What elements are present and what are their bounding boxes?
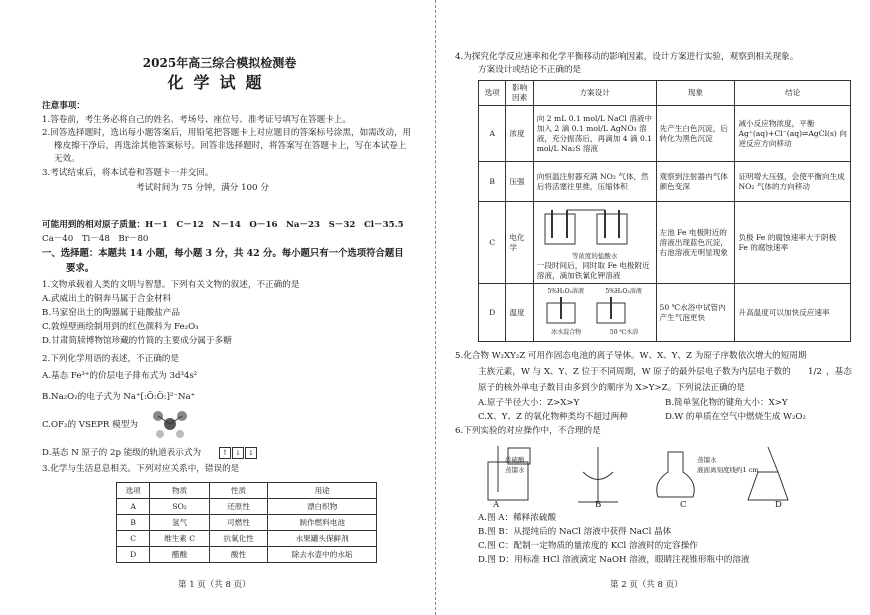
- table-cell: 温度: [506, 284, 533, 342]
- table-cell: 证明增大压强，会使平衡向生成 NO₂ 气体的方向移动: [735, 162, 851, 202]
- figure-label: 50 ℃水浴: [609, 329, 639, 336]
- table-cell: 先产生白色沉淀，后转化为黑色沉淀: [656, 106, 735, 162]
- table-cell: 减小反应物浓度，平衡 Ag⁺(aq)+Cl⁻(aq)⇌AgCl(s) 向逆反应方向移动: [735, 106, 851, 162]
- subject-title: 化学试题: [167, 73, 272, 92]
- option: B.图 B：从提纯后的 NaCl 溶液中获得 NaCl 晶体: [478, 527, 672, 537]
- table-cell: 维生素 C: [150, 531, 210, 547]
- table-cell: 酸性: [209, 547, 267, 563]
- table-cell: 还原性: [209, 499, 267, 515]
- notice-line: 3.考试结束后，将本试卷和答题卡一并交回。: [42, 168, 214, 178]
- question-1-stem: 1.文物承载着人类的文明与智慧。下列有关文物的叙述，不正确的是: [42, 280, 300, 290]
- figure-label: 蒸馏水: [697, 456, 717, 464]
- table-header: 影响因素: [506, 81, 533, 106]
- page-footer: 第 2 页（共 8 页）: [610, 580, 683, 590]
- table-cell: A: [479, 106, 506, 162]
- table-cell: 醋酸: [150, 547, 210, 563]
- table-cell: 向恒温注射器充满 NO₂ 气体，然后将活塞往里推，压缩体积: [533, 162, 656, 202]
- page-footer: 第 1 页（共 8 页）: [178, 580, 251, 590]
- option: A.图 A：稀释浓硫酸: [478, 513, 557, 523]
- table-cell: 漂白织物: [268, 499, 377, 515]
- question-5-stem: 原子的核外单电子数目由多到少的顺序为 X>Y>Z。下列说法正确的是: [478, 383, 745, 393]
- table-cell: B: [117, 515, 150, 531]
- table-cell: 电化学: [506, 202, 533, 284]
- option: A.原子半径大小：Z>X>Y: [478, 398, 580, 408]
- q4-table: [478, 80, 851, 342]
- q3-table: [116, 482, 377, 563]
- question-5-stem: 5.化合物 W₂XY₂Z 可用作固态电池的离子导体。W、X、Y、Z 为原子序数依次增大的短周期: [455, 351, 807, 361]
- notice-line: 无效。: [54, 154, 80, 164]
- question-4-stem: 4.为探究化学反应速率和化学平衡移动的影响因素，设计方案进行实验，观察到相关现象。: [455, 52, 799, 62]
- table-cell: 水果罐头保鲜剂: [268, 531, 377, 547]
- table-row: [479, 162, 851, 202]
- option: D.基态 N 原子的 2p 能级的轨道表示式为: [42, 448, 202, 458]
- figure-label-row: [537, 328, 653, 338]
- table-header: 选项: [479, 81, 506, 106]
- table-cell: 除去水壶中的水垢: [268, 547, 377, 563]
- option: B.马家窑出土的陶器属于硅酸盐产品: [42, 308, 180, 318]
- question-5-stem: 主族元素，W 与 X、Y、Z 位于不同周期，W 原子的最外层电子数为内层电子数的: [478, 367, 791, 377]
- table-cell: 升高温度可以加快反应速率: [735, 284, 851, 342]
- table-cell: [533, 284, 656, 342]
- table-header: 性质: [209, 483, 267, 499]
- vsepr-model-icon: [150, 408, 190, 440]
- table-cell: [533, 202, 656, 284]
- table-cell: 压强: [506, 162, 533, 202]
- figure-letter: B: [595, 500, 602, 510]
- notice-line: 1.答卷前，考生务必将自己的姓名、考场号、座位号、准考证号填写在答题卡上。: [42, 115, 351, 125]
- question-5-stem: ，基态: [826, 367, 852, 377]
- orbital-diagram-icon: ↑ ↓ ↓: [218, 447, 257, 460]
- figure-label: 蒸馏水: [505, 466, 525, 474]
- table-cell: C: [117, 531, 150, 547]
- option: C.X、Y、Z 的氧化物种类均不超过两种: [478, 412, 628, 422]
- table-cell: 氢气: [150, 515, 210, 531]
- option: C.敦煌壁画绘制用到的红色颜料为 Fe₂O₃: [42, 322, 199, 332]
- option: C.图 C：配制一定物质的量浓度的 KCl 溶液时的定容操作: [478, 541, 698, 551]
- question-3-stem: 3.化学与生活息息相关。下列对应关系中，错误的是: [42, 464, 240, 474]
- figure-label: 等浓度的盐酸水: [571, 252, 618, 260]
- table-row: [117, 547, 377, 563]
- option: D.甘肃简牍博物馆珍藏的竹简的主要成分属于多糖: [42, 336, 232, 346]
- figure-label: 5%H₂O₂溶液: [605, 288, 642, 295]
- figure-letter: D: [775, 500, 782, 510]
- atomic-mass-line: Ca－40 Ti－48 Br－80: [42, 234, 149, 244]
- option: B.Na₂O₂的电子式为 Na⁺[:Ö:Ö:]²⁻Na⁺: [42, 392, 196, 402]
- figure-letter: C: [680, 500, 687, 510]
- figure-label: 5%H₂O₂溶液: [547, 288, 584, 295]
- table-cell: B: [479, 162, 506, 202]
- table-cell: C: [479, 202, 506, 284]
- table-cell: 左池 Fe 电极附近的溶液出现蓝色沉淀，右池溶液无明显现象: [656, 202, 735, 284]
- table-cell: 观察到注射器内气体颜色变深: [656, 162, 735, 202]
- q6-apparatus-figures: [478, 442, 858, 512]
- table-cell: D: [117, 547, 150, 563]
- table-row: [117, 531, 377, 547]
- figure-label: 浓硫酸: [505, 456, 525, 464]
- figure-letter: A: [493, 500, 500, 510]
- notice-heading: 注意事项：: [42, 101, 85, 111]
- water-bath-apparatus-icon: [537, 297, 637, 325]
- question-6-stem: 6.下列实验的对应操作中，不合理的是: [455, 426, 601, 436]
- table-cell: 可燃性: [209, 515, 267, 531]
- option: A.基态 Fe³⁺的价层电子排布式为 3d³4s²: [42, 371, 198, 381]
- table-header: 方案设计: [533, 81, 656, 106]
- table-cell: 负极 Fe 的腐蚀速率大于阴极 Fe 的腐蚀速率: [735, 202, 851, 284]
- notice-line: 2.回答选择题时，选出每小题答案后，用铅笔把答题卡上对应题目的答案标号涂黑，如需改动，用: [42, 128, 412, 138]
- table-header: 结论: [735, 81, 851, 106]
- atomic-mass-line: 可能用到的相对原子质量：H－1 C－12 N－14 O－16 Na－23 S－32 Cl－35.5: [42, 220, 404, 230]
- table-cell: A: [117, 499, 150, 515]
- table-cell: 制作燃料电池: [268, 515, 377, 531]
- table-header: 现象: [656, 81, 735, 106]
- electrochem-apparatus-icon: [537, 208, 637, 248]
- fraction: 1/2: [808, 367, 822, 377]
- figure-label-row: [537, 287, 653, 297]
- section-heading: 要求。: [66, 263, 95, 274]
- question-4-stem: 方案设计或结论不正确的是: [478, 65, 582, 75]
- table-cell: 浓度: [506, 106, 533, 162]
- option: D.W 的单质在空气中燃烧生成 W₂O₂: [665, 412, 806, 422]
- table-row: [117, 515, 377, 531]
- table-cell: D: [479, 284, 506, 342]
- option: B.简单氢化物的键角大小：X>Y: [665, 398, 788, 408]
- table-cell: 抗氧化性: [209, 531, 267, 547]
- question-2-stem: 2.下列化学用语的表述，不正确的是: [42, 354, 180, 364]
- notice-line: 橡皮擦干净后，再选涂其他答案标号。回答非选择题时，将答案写在答题卡上，写在本试卷上: [54, 141, 407, 151]
- exam-title: 2025年高三综合模拟检测卷: [142, 56, 297, 70]
- table-header: 物质: [150, 483, 210, 499]
- table-header: 选项: [117, 483, 150, 499]
- table-row: [117, 499, 377, 515]
- option: A.武威出土的铜奔马属于合金材料: [42, 294, 172, 304]
- table-cell: 向 2 mL 0.1 mol/L NaCl 溶液中加入 2 滴 0.1 mol/L AgNO₃ 溶液，充分振荡后，再滴加 4 滴 0.1 mol/L Na₂S 溶液: [533, 106, 656, 162]
- section-heading: 一、选择题：本题共 14 小题，每小题 3 分，共 42 分。每小题只有一个选项符合题目: [42, 248, 404, 259]
- time-info: 考试时间为 75 分钟，满分 100 分: [136, 183, 269, 193]
- option: C.OF₂的 VSEPR 模型为: [42, 420, 138, 430]
- option: D.图 D：用标准 HCl 溶液滴定 NaOH 溶液，眼睛注视锥形瓶中的溶液: [478, 555, 750, 565]
- table-cell-text: 一段时间后，同时取 Fe 电极附近溶液，滴加铁氰化钾溶液: [536, 261, 650, 280]
- figure-label: 冰水混合物: [551, 329, 582, 336]
- table-row: [479, 202, 851, 284]
- figure-label: 液面离刻度线约1 cm: [697, 466, 759, 474]
- table-cell: 50 ℃水浴中试管内产生气泡更快: [656, 284, 735, 342]
- table-cell: SO₂: [150, 499, 210, 515]
- table-header: 用途: [268, 483, 377, 499]
- table-row: [479, 284, 851, 342]
- table-row: [479, 106, 851, 162]
